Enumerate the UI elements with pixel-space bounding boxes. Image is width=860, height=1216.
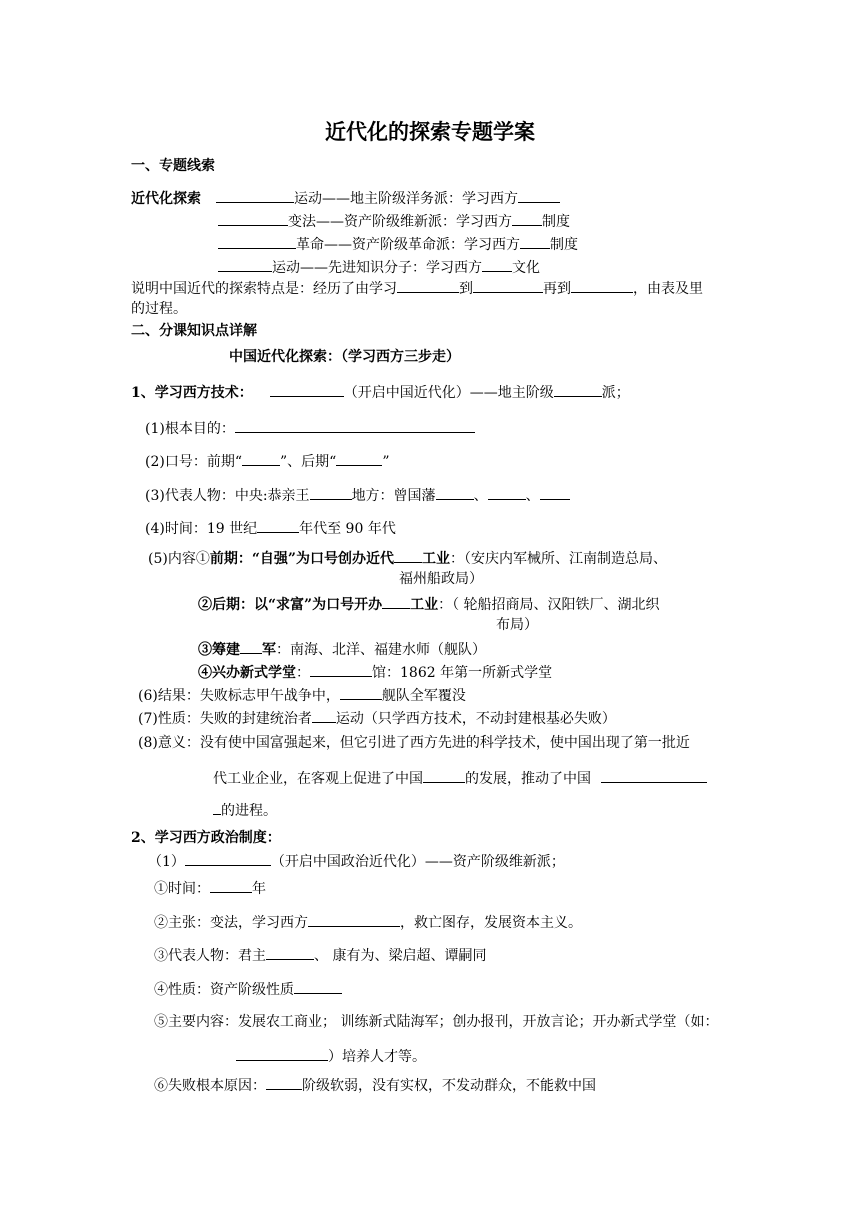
blank: [236, 1046, 328, 1061]
item-5-later-cont: 布局）: [496, 617, 538, 633]
part-1-title: 1、学习西方技术：: [131, 385, 253, 401]
part-1-heading: [131, 382, 630, 402]
item-text: 的发展，推动了中国: [465, 771, 591, 787]
item-text: ，救亡图存，发展资本主义。: [400, 915, 582, 931]
item-8-cont: [213, 768, 707, 788]
item-6: [138, 685, 466, 705]
clue-line-3: [218, 234, 578, 254]
section-2-subtitle: 中国近代化探索：（学习西方三步走）: [229, 349, 460, 365]
item-3: [145, 485, 570, 505]
note-text: 到: [459, 281, 473, 297]
blank: [571, 278, 633, 293]
item-7: [138, 708, 616, 728]
item-text: 前期：“自强”为口号创办近代: [209, 551, 394, 567]
item-text: 、: [525, 488, 540, 504]
item-text: （1）: [148, 854, 185, 870]
blank: [216, 188, 294, 203]
item-text: 军: [262, 642, 276, 658]
blank: [540, 485, 570, 500]
item-text: ”: [382, 454, 390, 470]
reform-content-cont: [236, 1046, 426, 1066]
item-text: ②后期：以“求富”为口号开办: [198, 597, 383, 613]
reform-content: ⑤主要内容：发展农工商业； 训练新式陆海军；创办报刊，开放言论；开办新式学堂（如：: [154, 1014, 719, 1030]
reform-claim: [154, 912, 582, 932]
blank: [397, 278, 459, 293]
clue-2-end: 制度: [542, 214, 570, 230]
blank: [210, 878, 252, 893]
part-1-text: （开启中国近代化）——地主阶级: [343, 385, 554, 401]
part-1-text: 派；: [601, 385, 630, 401]
blank: [218, 211, 288, 226]
item-text: 工业: [421, 551, 450, 567]
blank: [394, 548, 422, 563]
clue-3-end: 制度: [550, 237, 578, 253]
reform-people: [154, 945, 486, 965]
item-text: 运动（只学西方技术，不动封建根基必失败）: [335, 711, 616, 727]
item-text: ：（ 轮船招商局、汉阳铁厂、湖北织: [438, 597, 660, 613]
item-text: 年代至 90 年代: [299, 521, 396, 537]
blank: [266, 1075, 302, 1090]
blank: [436, 485, 474, 500]
blank: [520, 234, 550, 249]
item-text: ”、后期“: [280, 454, 337, 470]
item-text: ⑥失败根本原因：: [154, 1078, 266, 1094]
note-text: ，由表及里: [633, 281, 703, 297]
part-2-heading: 2、学习西方政治制度：: [131, 830, 281, 846]
blank: [336, 451, 382, 466]
page-title: 近代化的探索专题学案: [325, 120, 535, 144]
item-text: ：南海、北洋、福建水师（舰队）: [276, 642, 486, 658]
item-text: ②主张：变法，学习西方: [154, 915, 308, 931]
item-4: [145, 518, 396, 538]
blank: [240, 639, 262, 654]
note-text: 说明中国近代的探索特点是：经历了由学习: [131, 281, 397, 297]
item-text: (1)根本目的：: [145, 421, 235, 437]
blank: [218, 257, 272, 272]
item-text: 馆：1862 年第一所新式学堂: [372, 665, 553, 681]
blank: [235, 418, 475, 433]
clue-line-2: [218, 211, 570, 231]
item-text: 阶级软弱，没有实权，不发动群众，不能救中国: [302, 1078, 596, 1094]
item-text: ④性质：资产阶级性质: [154, 982, 294, 998]
item-text: (6)结果：失败标志甲午战争中，: [138, 688, 340, 704]
item-8-end: [213, 800, 277, 820]
reform-failure: [154, 1075, 596, 1095]
blank: [382, 594, 410, 609]
clue-line-4: [218, 257, 540, 277]
blank: [512, 211, 542, 226]
blank: [270, 382, 344, 397]
item-5-navy: [198, 639, 486, 659]
blank: [257, 518, 299, 533]
note-line-1: [131, 278, 703, 298]
blank: [294, 979, 342, 994]
blank: [310, 662, 372, 677]
item-text: (7)性质：失败的封建统治者: [138, 711, 312, 727]
clue-3-text: 革命——资产阶级革命派：学习西方: [296, 237, 520, 253]
clue-1-text: 运动——地主阶级洋务派：学习西方: [294, 191, 518, 207]
clue-2-text: 变法——资产阶级维新派：学习西方: [288, 214, 512, 230]
item-text: 、: [473, 488, 488, 504]
blank: [518, 188, 560, 203]
item-text: 地方：曾国藩: [351, 488, 436, 504]
item-text: （开启中国政治近代化）——资产阶级维新派；: [270, 854, 565, 870]
blank: [310, 485, 352, 500]
note-line-2: 的过程。: [131, 301, 187, 317]
blank: [213, 800, 221, 815]
item-text: 年: [252, 881, 266, 897]
item-text: ③代表人物：君主: [154, 948, 266, 964]
item-text: ④兴办新式学堂: [198, 665, 296, 681]
blank: [601, 768, 707, 783]
note-text: 再到: [543, 281, 571, 297]
item-text: 、 康有为、梁启超、谭嗣同: [314, 948, 487, 964]
part-2-sub: [148, 851, 565, 871]
item-8: (8)意义：没有使中国富强起来，但它引进了西方先进的科学技术，使中国出现了第一批近: [138, 735, 690, 751]
reform-time: [154, 878, 266, 898]
clue-label: 近代化探索: [131, 191, 201, 207]
item-text: (4)时间：19 世纪: [145, 521, 258, 537]
blank: [473, 278, 543, 293]
blank: [218, 234, 296, 249]
blank: [266, 945, 314, 960]
blank: [242, 451, 280, 466]
item-text: 舰队全军覆没: [381, 688, 466, 704]
blank: [482, 257, 512, 272]
item-text: ：（安庆内军械所、江南制造总局、: [449, 551, 667, 567]
item-5-later: [198, 594, 660, 614]
blank: [185, 851, 271, 866]
item-5-school: [198, 662, 552, 682]
item-text: (3)代表人物：中央:恭亲王: [145, 488, 310, 504]
section-1-heading: 一、专题线索: [131, 158, 215, 174]
clue-4-text: 运动——先进知识分子：学习西方: [272, 260, 482, 276]
blank: [554, 382, 602, 397]
item-2: [145, 451, 390, 471]
item-text: (5)内容①: [148, 551, 210, 567]
item-text: (2)口号：前期“: [145, 454, 242, 470]
blank: [312, 708, 336, 723]
item-5: [148, 548, 667, 568]
item-5-cont: 福州船政局）: [399, 571, 483, 587]
clue-4-end: 文化: [512, 260, 540, 276]
item-text: ①时间：: [154, 881, 210, 897]
section-2-heading: 二、分课知识点详解: [131, 323, 257, 339]
reform-nature: [154, 979, 342, 999]
item-text: 工业: [410, 597, 439, 613]
clue-line-1: [131, 188, 560, 208]
blank: [340, 685, 382, 700]
item-text: 的进程。: [221, 803, 277, 819]
item-text: ）培养人才等。: [328, 1049, 426, 1065]
item-text: ③筹建: [198, 642, 240, 658]
item-text: ：: [296, 665, 310, 681]
blank: [308, 912, 400, 927]
blank: [423, 768, 465, 783]
item-1: [145, 418, 475, 438]
blank: [488, 485, 526, 500]
item-text: 代工业企业，在客观上促进了中国: [213, 771, 423, 787]
